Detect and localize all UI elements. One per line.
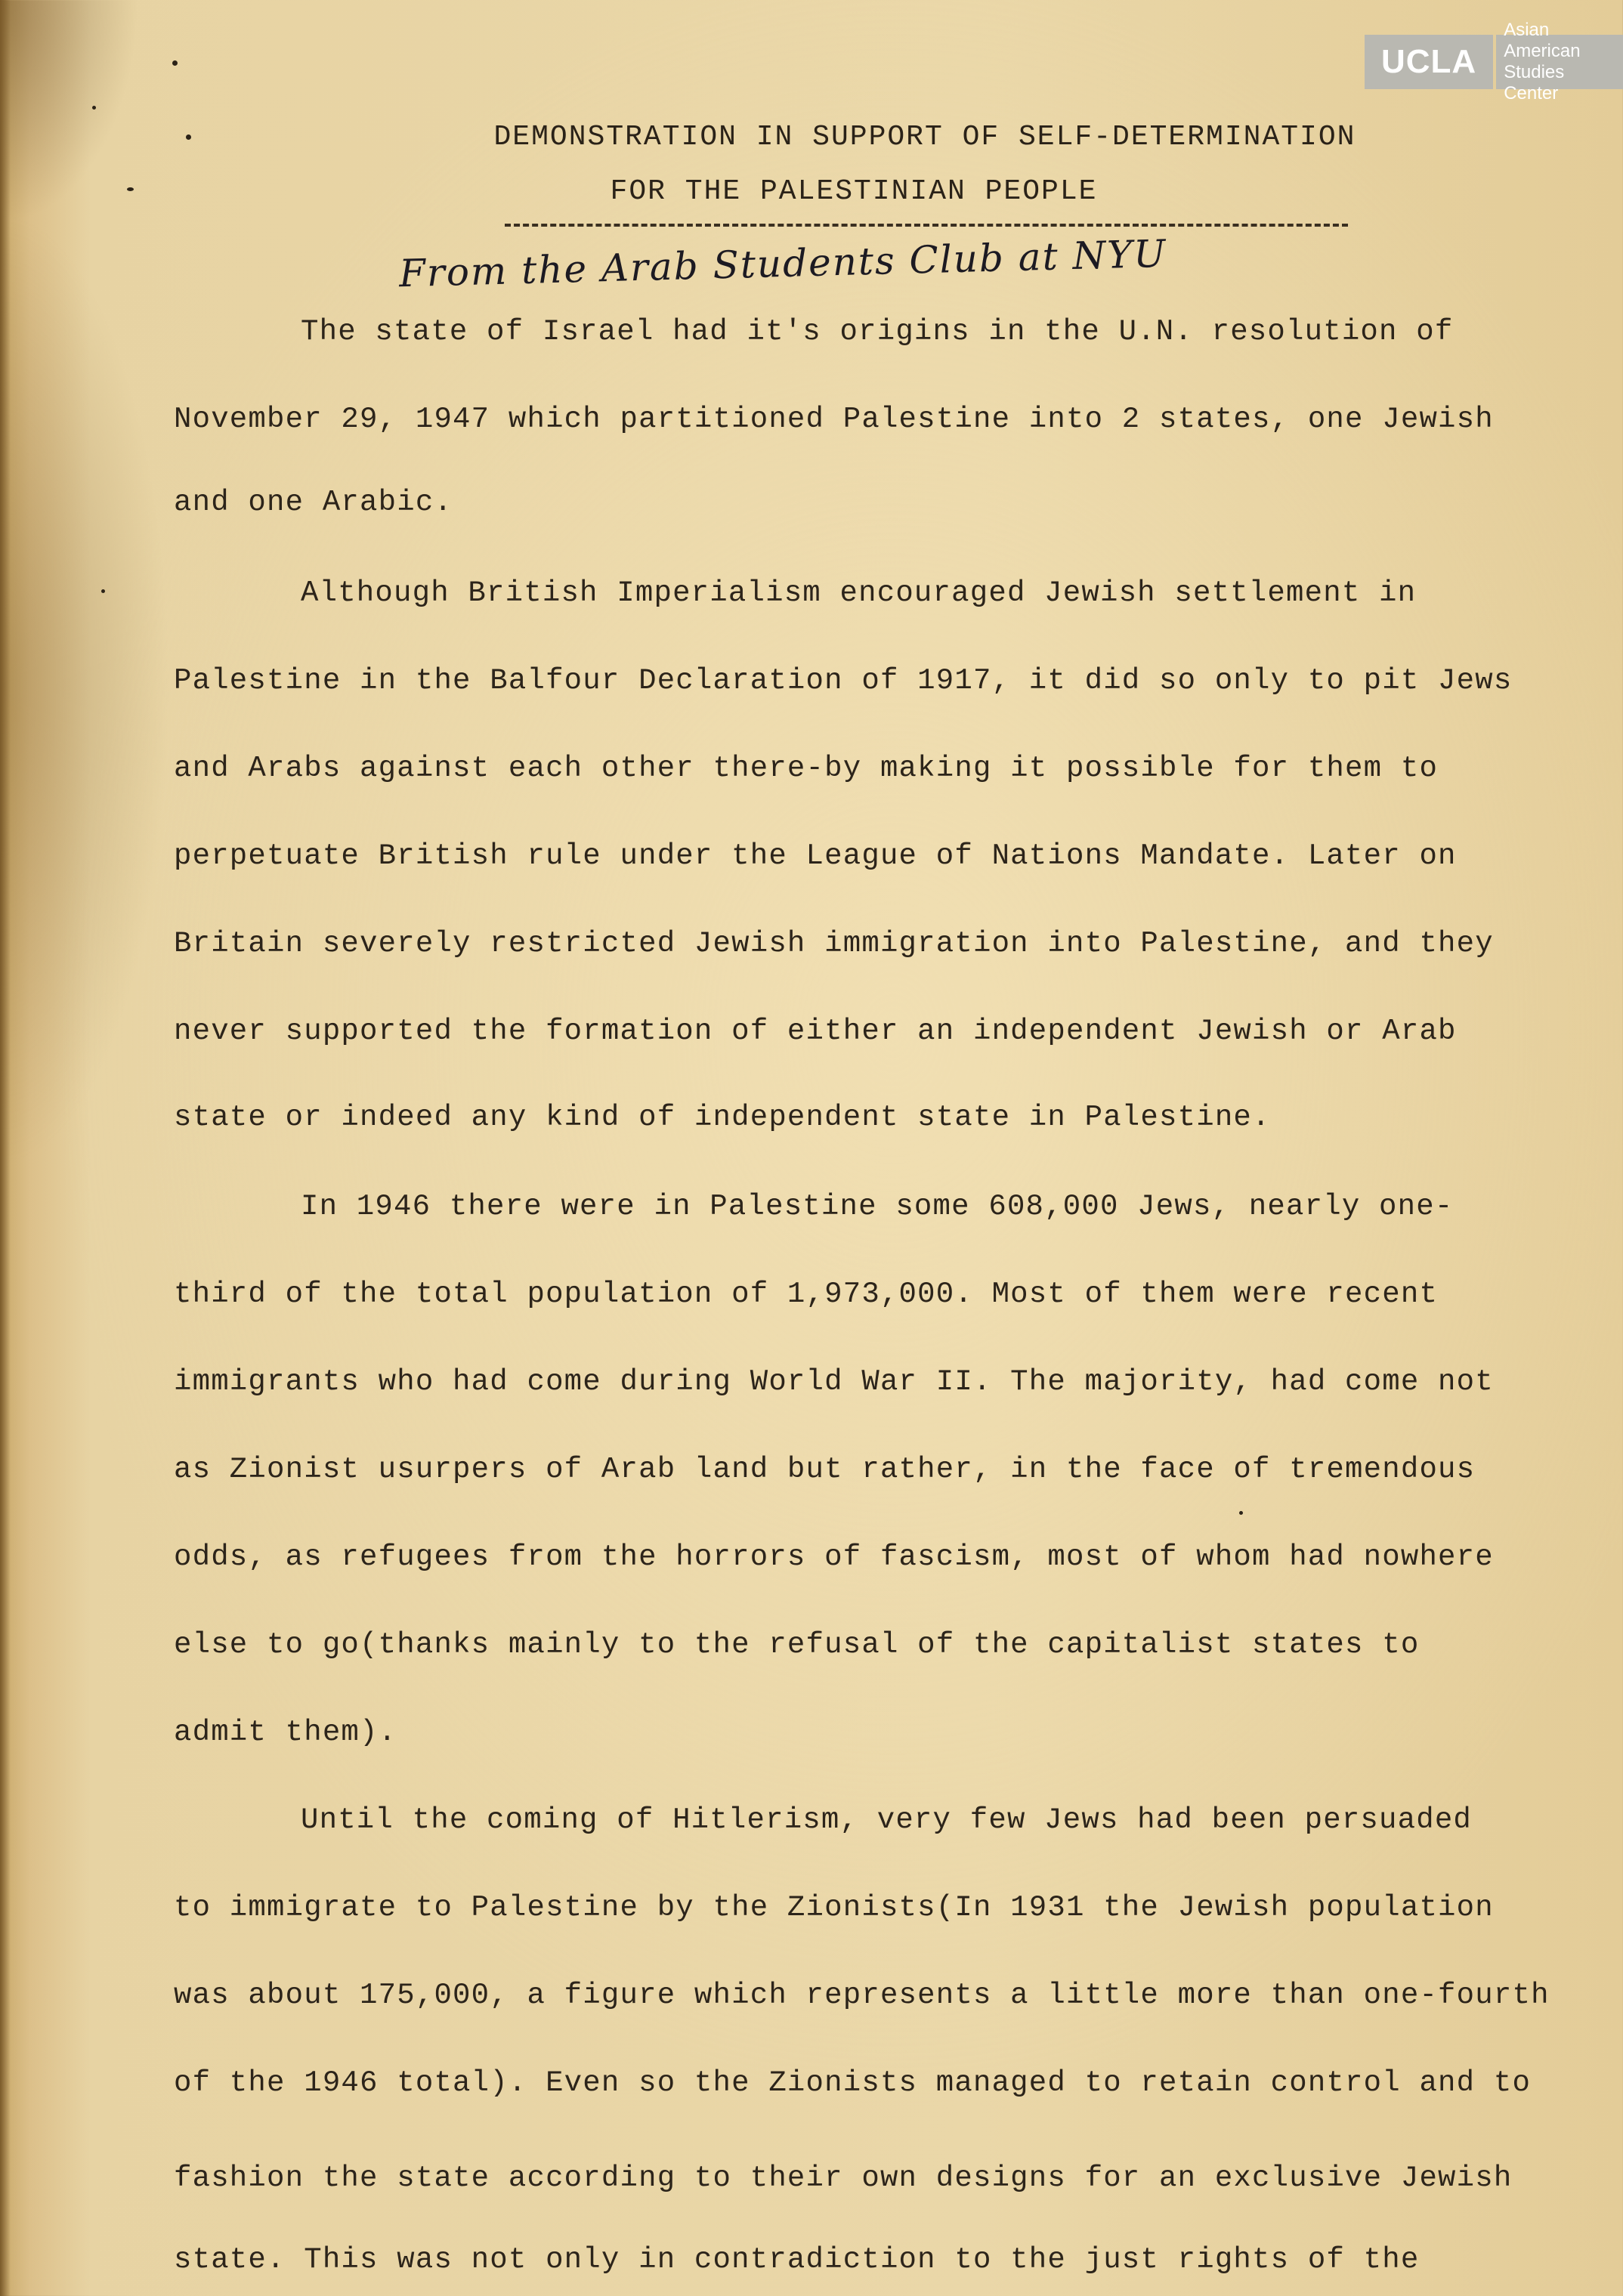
document-title-line-1: DEMONSTRATION IN SUPPORT OF SELF-DETERMINATION bbox=[493, 121, 1356, 153]
paper-speck bbox=[92, 106, 96, 110]
paragraph-4-line-1: Until the coming of Hitlerism, very few Jews had been persuaded bbox=[301, 1803, 1473, 1837]
paper-speck bbox=[172, 60, 178, 66]
paragraph-2-line-2: Palestine in the Balfour Declaration of 1917, it did so only to pit Jews bbox=[174, 664, 1513, 697]
paragraph-3-line-4: as Zionist usurpers of Arab land but rather, in the face of tremendous bbox=[174, 1453, 1476, 1486]
paragraph-3-line-6: else to go(thanks mainly to the refusal of the capitalist states to bbox=[174, 1628, 1420, 1661]
paragraph-3-line-3: immigrants who had come during World War II. The majority, had come not bbox=[174, 1365, 1494, 1398]
ucla-wordmark: UCLA bbox=[1365, 35, 1493, 89]
page-edge-shadow bbox=[0, 0, 11, 2296]
paper-speck bbox=[186, 134, 191, 140]
paragraph-2-line-6: never supported the formation of either an independent Jewish or Arab bbox=[174, 1015, 1457, 1048]
paragraph-4-line-3: was about 175,000, a figure which represents a little more than one-fourth bbox=[174, 1979, 1550, 2012]
ucla-logo bbox=[1365, 20, 1623, 104]
paragraph-4-line-4: of the 1946 total). Even so the Zionists managed to retain control and to bbox=[174, 2066, 1532, 2100]
paper-speck bbox=[1239, 1511, 1243, 1515]
paragraph-3-line-5: odds, as refugees from the horrors of fascism, most of whom had nowhere bbox=[174, 1540, 1494, 1574]
paragraph-1-line-2: November 29, 1947 which partitioned Palestine into 2 states, one Jewish bbox=[174, 403, 1494, 436]
paragraph-2-line-1: Although British Imperialism encouraged Jewish settlement in bbox=[301, 576, 1417, 610]
paragraph-2-line-7: state or indeed any kind of independent state in Palestine. bbox=[174, 1101, 1271, 1134]
paragraph-3-line-7: admit them). bbox=[174, 1716, 397, 1749]
center-name bbox=[1496, 20, 1623, 104]
document-title-line-2: FOR THE PALESTINIAN PEOPLE bbox=[610, 175, 1098, 208]
handwritten-annotation: From the Arab Students Club at NYU bbox=[398, 231, 1168, 296]
paragraph-4-line-2: to immigrate to Palestine by the Zionists(In 1931 the Jewish population bbox=[174, 1891, 1494, 1924]
center-name-line-2: Studies Center bbox=[1504, 62, 1565, 104]
paragraph-2-line-4: perpetuate British rule under the League of Nations Mandate. Later on bbox=[174, 839, 1457, 873]
paragraph-4-line-6: state. This was not only in contradiction to the just rights of the bbox=[174, 2243, 1420, 2276]
paper-speck bbox=[101, 589, 105, 593]
paragraph-1-line-3: and one Arabic. bbox=[174, 486, 453, 519]
center-name-line-1: Asian American bbox=[1504, 20, 1581, 61]
paper-speck bbox=[127, 187, 134, 191]
paragraph-2-line-3: and Arabs against each other there-by making it possible for them to bbox=[174, 752, 1439, 785]
paragraph-4-line-5: fashion the state according to their own designs for an exclusive Jewish bbox=[174, 2162, 1513, 2195]
paragraph-1-line-1: The state of Israel had it's origins in the U.N. resolution of bbox=[301, 315, 1454, 348]
paragraph-2-line-5: Britain severely restricted Jewish immigration into Palestine, and they bbox=[174, 927, 1494, 960]
title-underline-rule bbox=[505, 224, 1348, 227]
paragraph-3-line-1: In 1946 there were in Palestine some 608,000 Jews, nearly one- bbox=[301, 1190, 1454, 1223]
paragraph-3-line-2: third of the total population of 1,973,000. Most of them were recent bbox=[174, 1278, 1439, 1311]
